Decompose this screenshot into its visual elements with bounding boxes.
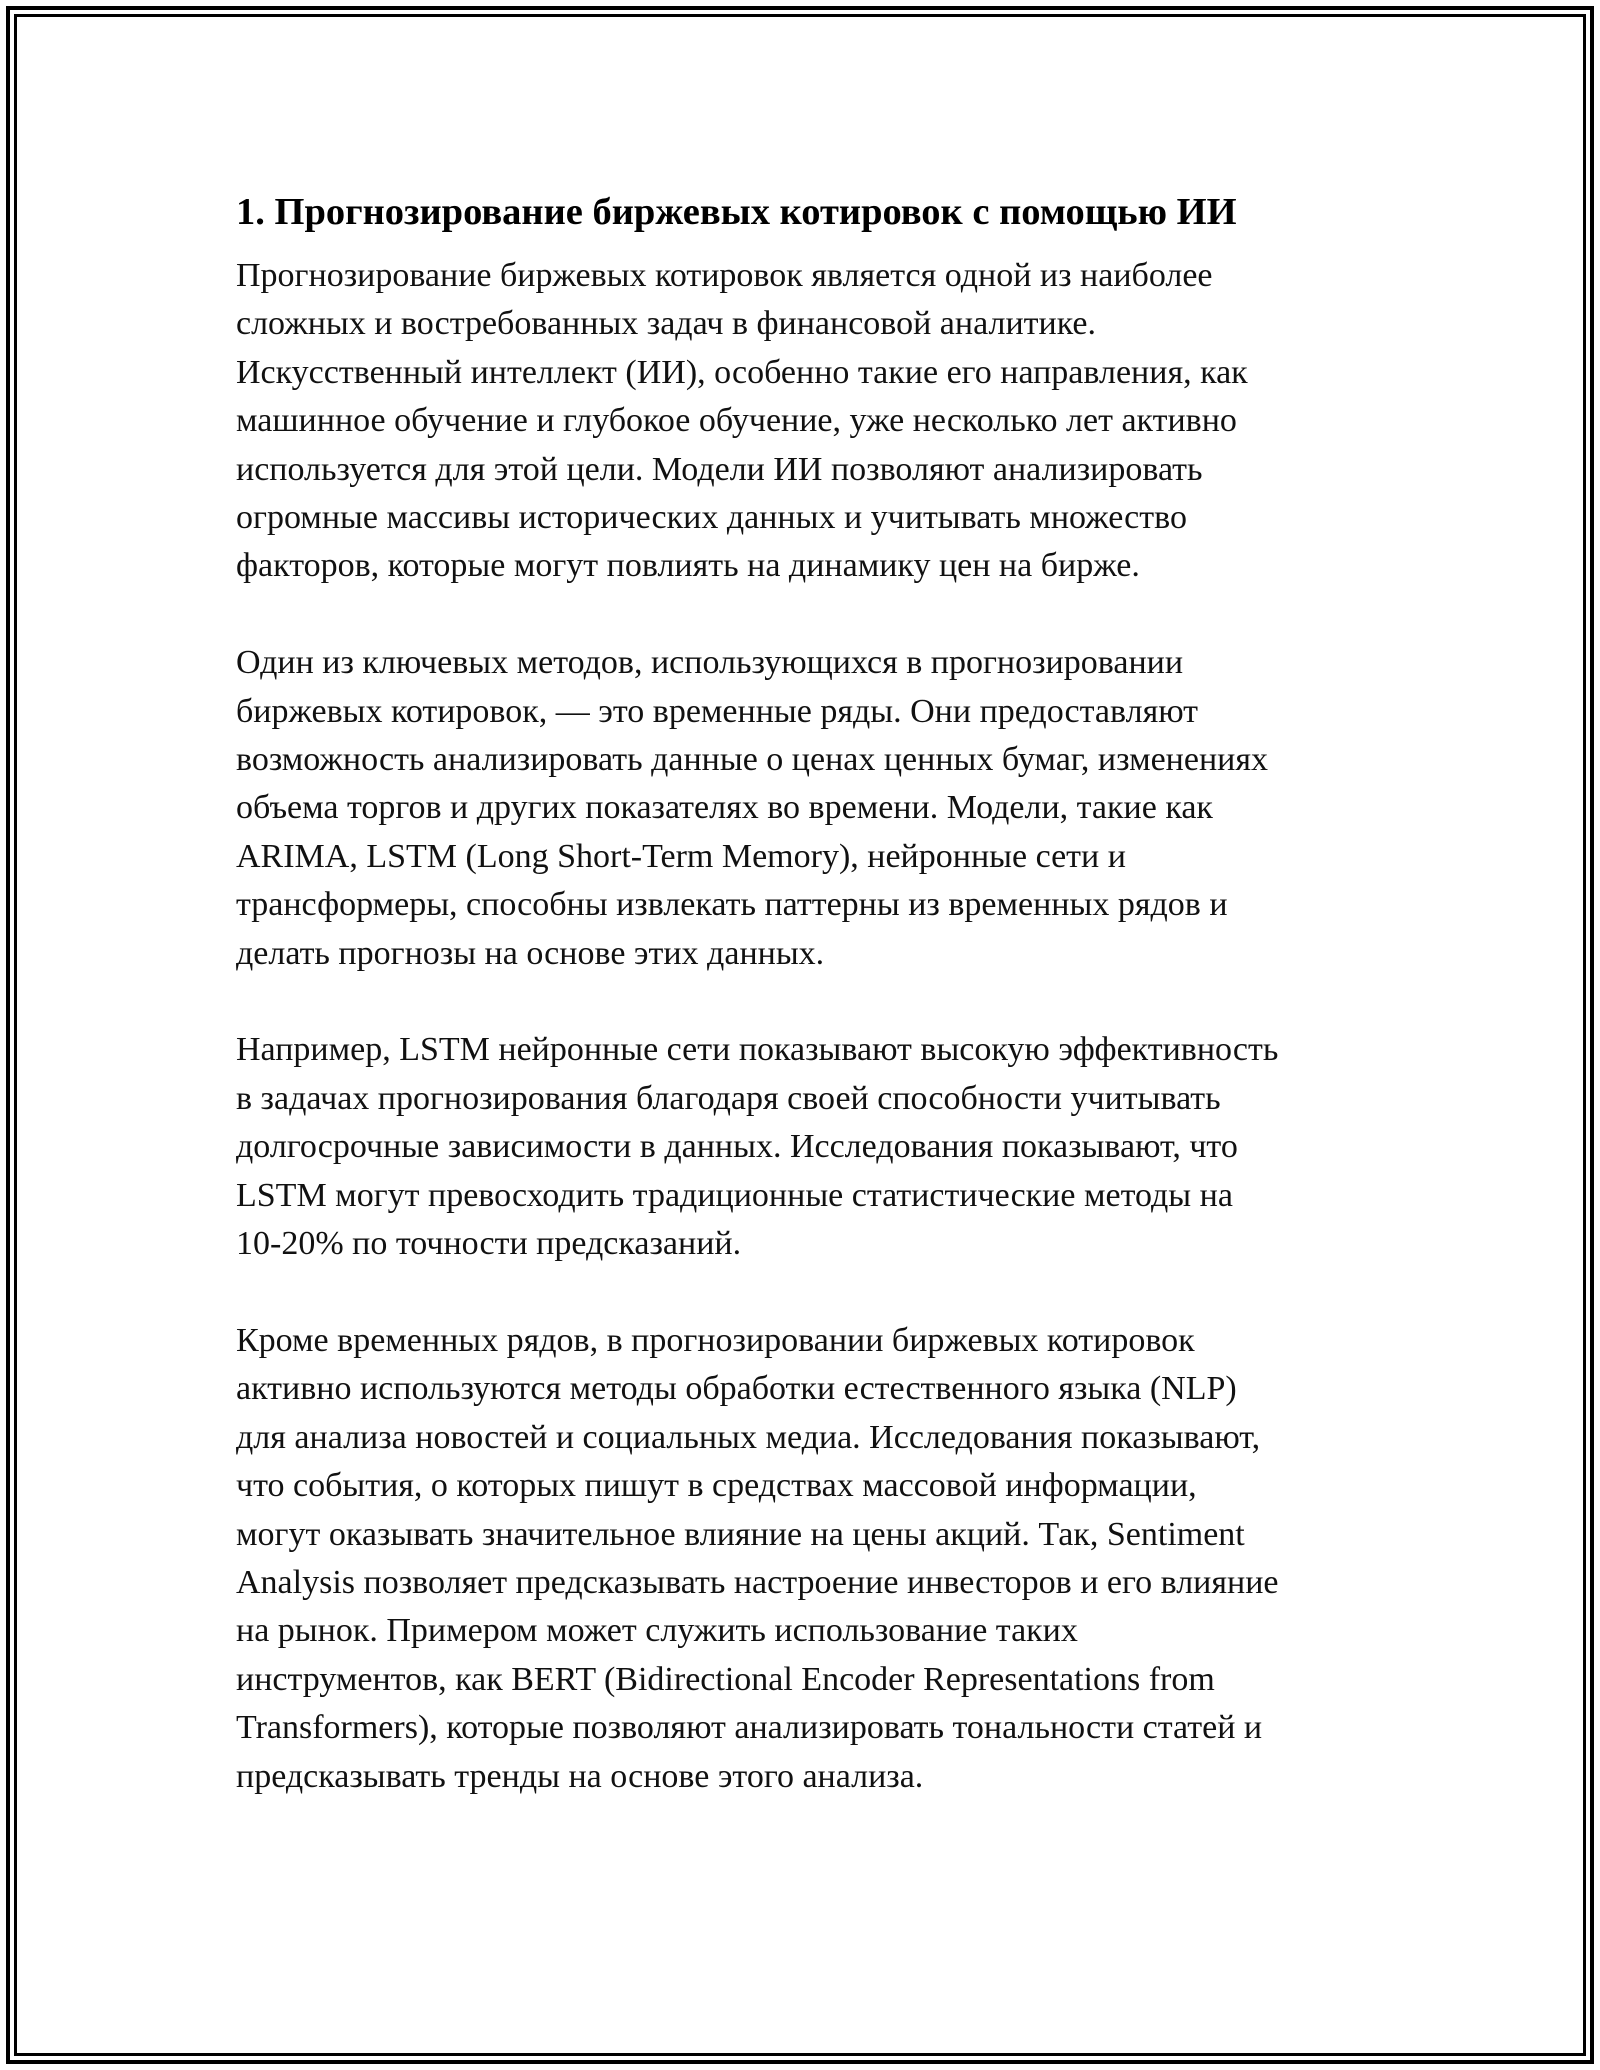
paragraph-nlp: [236, 1317, 1376, 1801]
paragraph-line: трансформеры, способны извлекать паттерны из временных рядов и: [236, 886, 1228, 924]
paragraph-line: что события, о которых пишут в средствах массовой информации,: [236, 1467, 1197, 1505]
document-body: [236, 186, 1376, 1849]
paragraph-line: возможность анализировать данные о ценах ценных бумаг, изменениях: [236, 741, 1268, 779]
paragraph-line: Transformers), которые позволяют анализировать тональности статей и: [236, 1709, 1263, 1747]
paragraph-line: Например, LSTM нейронные сети показывают высокую эффективность: [236, 1031, 1279, 1069]
paragraph-lstm: [236, 1026, 1376, 1268]
paragraph-line: Analysis позволяет предсказывать настроение инвесторов и его влияние: [236, 1563, 1279, 1601]
paragraph-line: в задачах прогнозирования благодаря своей способности учитывать: [236, 1079, 1221, 1117]
paragraph-line: используется для этой цели. Модели ИИ позволяют анализировать: [236, 450, 1203, 488]
paragraph-line: факторов, которые могут повлиять на динамику цен на бирже.: [236, 547, 1140, 585]
paragraph-time-series: [236, 639, 1376, 978]
paragraph-line: долгосрочные зависимости в данных. Исследования показывают, что: [236, 1128, 1238, 1166]
paragraph-line: объема торгов и других показателях во времени. Модели, такие как: [236, 789, 1213, 827]
paragraph-line: Один из ключевых методов, использующихся в прогнозировании: [236, 644, 1184, 682]
paragraph-line: активно используются методы обработки естественного языка (NLP): [236, 1370, 1237, 1408]
paragraph-line: машинное обучение и глубокое обучение, уже несколько лет активно: [236, 402, 1237, 440]
section-heading: 1. Прогнозирование биржевых котировок с помощью ИИ: [236, 191, 1237, 233]
paragraph-line: 10-20% по точности предсказаний.: [236, 1225, 742, 1263]
paragraph-line: сложных и востребованных задач в финансовой аналитике.: [236, 305, 1096, 343]
paragraph-line: огромные массивы исторических данных и учитывать множество: [236, 499, 1187, 537]
paragraph-line: делать прогнозы на основе этих данных.: [236, 934, 825, 972]
paragraph-line: на рынок. Примером может служить использование таких: [236, 1612, 1078, 1650]
paragraph-line: ARIMA, LSTM (Long Short-Term Memory), нейронные сети и: [236, 837, 1126, 875]
paragraph-line: биржевых котировок, — это временные ряды. Они предоставляют: [236, 692, 1199, 730]
paragraph-line: Искусственный интеллект (ИИ), особенно такие его направления, как: [236, 353, 1248, 391]
paragraph-line: предсказывать тренды на основе этого анализа.: [236, 1757, 924, 1795]
paragraph-line: инструментов, как BERT (Bidirectional Encoder Representations from: [236, 1660, 1215, 1698]
paragraph-line: LSTM могут превосходить традиционные статистические методы на: [236, 1176, 1233, 1214]
paragraph-line: для анализа новостей и социальных медиа. Исследования показывают,: [236, 1418, 1261, 1456]
paragraph-line: могут оказывать значительное влияние на цены акций. Так, Sentiment: [236, 1515, 1245, 1553]
paragraph-intro: [236, 252, 1376, 591]
paragraph-line: Кроме временных рядов, в прогнозировании биржевых котировок: [236, 1321, 1195, 1359]
paragraph-line: Прогнозирование биржевых котировок является одной из наиболее: [236, 257, 1213, 294]
